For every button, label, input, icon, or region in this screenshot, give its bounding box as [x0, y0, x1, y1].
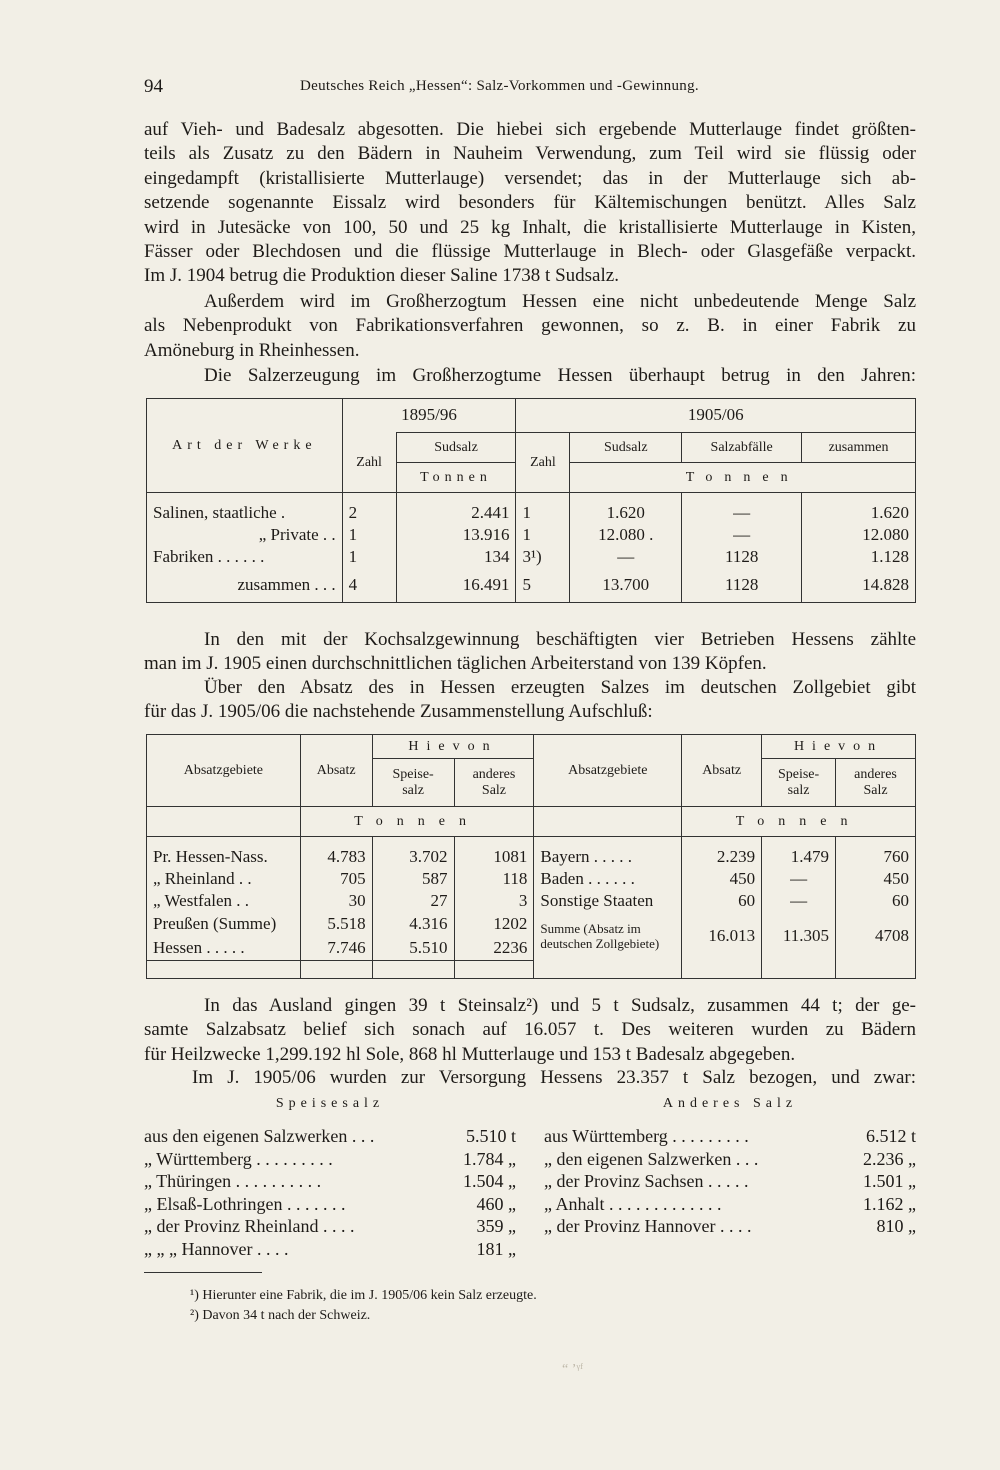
- table-row: „ Private . . 1 13.916 1 12.080 . — 12.080: [147, 525, 916, 547]
- list-item: „ Thüringen . . . . . . . . . . 1.504 „: [144, 1171, 516, 1191]
- header-zahl: Zahl: [516, 433, 570, 493]
- text-line: In das Ausland gingen 39 t Steinsalz²) und 5 t Sudsalz, zusammen 44 t; der ge-: [204, 995, 916, 1016]
- footnote-rule: [144, 1272, 262, 1273]
- list-item: „ Elsaß-Lothringen . . . . . . . 460 „: [144, 1193, 516, 1214]
- header-absatz: Absatz: [300, 735, 372, 807]
- text-line: als Nebenprodukt von Fabrikationsverfahren gewonnen, so z. B. in einer Fabrik zu: [144, 315, 916, 337]
- header-tonnen: Tonnen: [682, 807, 916, 837]
- text-line: setzende sogenannte Eissalz wird besonders für Kältemischungen benützt. Alles Salz: [144, 192, 916, 214]
- list-item: aus Württemberg . . . . . . . . . 6.512 t: [544, 1126, 916, 1146]
- text-line: teils als Zusatz zu den Bädern in Nauheim Verwendung, zum Teil wird sie flüssig oder: [144, 143, 916, 165]
- text-line: Im J. 1905/06 wurden zur Versorgung Hessens 23.357 t Salz bezogen, und zwar:: [192, 1067, 916, 1088]
- stray-ink-mark: “ ʼᵞᶠ: [562, 1362, 584, 1377]
- header-speisesalz: Speise- salz: [762, 759, 836, 807]
- header-salzabfaelle: Salzabfälle: [682, 433, 802, 463]
- table-row: Salinen, staatliche . 2 2.441 1 1.620 — 1.620: [147, 503, 916, 525]
- running-title: Deutsches Reich „Hessen“: Salz-Vorkommen und -Gewinnung.: [300, 78, 699, 94]
- list-item: „ den eigenen Salzwerken . . . 2.236 „: [544, 1148, 916, 1169]
- text-line: Amöneburg in Rheinhessen.: [144, 339, 360, 361]
- text-line: Die Salzerzeugung im Großherzogtume Hessen überhaupt betrug in den Jahren:: [204, 365, 916, 386]
- text-line: Außerdem wird im Großherzogtum Hessen eine nicht unbedeutende Menge Salz: [204, 291, 916, 312]
- paragraph-salt-production: [144, 118, 916, 289]
- table-row: „ Rheinland . . 705 587 118 Baden . . . . . . 450 — 450: [147, 869, 916, 891]
- header-absatzgebiete: Absatzgebiete: [147, 735, 301, 807]
- text-line: Über den Absatz des in Hessen erzeugten Salzes im deutschen Zollgebiet gibt: [204, 677, 916, 698]
- header-anderes-salz: anderes Salz: [836, 759, 916, 807]
- paragraph-by-products: [144, 290, 916, 363]
- production-table: [146, 398, 916, 603]
- anderes-salz-caption: Anderes Salz: [662, 1096, 798, 1111]
- sales-table: [146, 734, 916, 979]
- list-item: „ Württemberg . . . . . . . . . 1.784 „: [144, 1148, 516, 1169]
- text-line: auf Vieh- und Badesalz abgesotten. Die hiebei sich ergebende Mutterlauge findet größten-: [144, 119, 916, 140]
- paragraph-table2-intro: [144, 676, 916, 725]
- header-sudsalz: Sudsalz: [570, 433, 682, 463]
- header-absatzgebiete: Absatzgebiete: [534, 735, 682, 807]
- text-line: für Heilzwecke 1,299.192 hl Sole, 868 hl Mutterlauge und 153 t Badesalz abgegeben.: [144, 1043, 796, 1065]
- text-line: In den mit der Kochsalzgewinnung beschäftigten vier Betrieben Hessens zählte: [204, 629, 916, 650]
- paragraph-imports-intro: [144, 1066, 916, 1090]
- running-header: [144, 76, 916, 100]
- paragraph-table1-intro: [144, 364, 916, 388]
- footnote-1: ¹) Hierunter eine Fabrik, die im J. 1905/06 kein Salz erzeugte.: [190, 1288, 537, 1303]
- table-row: Pr. Hessen-Nass. 4.783 3.702 1081 Bayern . . . . . 2.239 1.479 760: [147, 847, 916, 869]
- header-zusammen: zusammen: [802, 433, 916, 463]
- speisesalz-caption: Speisesalz: [275, 1096, 385, 1111]
- header-anderes-salz: anderes Salz: [454, 759, 534, 807]
- list-item: „ „ „ Hannover . . . . 181 „: [144, 1238, 516, 1259]
- header-period-1895: 1895/96: [342, 399, 516, 433]
- text-line: eingedampft (kristallisierte Mutterlauge) versendet; das in der Mutterlauge sich ab-: [144, 167, 916, 189]
- paragraph-workers: [144, 628, 916, 677]
- header-tonnen: Tonnen: [396, 463, 516, 493]
- list-item: aus den eigenen Salzwerken . . . 5.510 t: [144, 1126, 516, 1146]
- table-row: Fabriken . . . . . . 1 134 3¹) — 1128 1.128: [147, 547, 916, 569]
- anderes-salz-list: [544, 1096, 916, 1239]
- table-row: „ Westfalen . . 30 27 3 Sonstige Staaten 60 — 60: [147, 891, 916, 913]
- table-row: Preußen (Summe) 5.518 4.316 1202 Summe (Absatz im deutschen Zollgebiete) 16.013 11.305 4708: [147, 913, 916, 937]
- text-line: für das J. 1905/06 die nachstehende Zusammenstellung Aufschluß:: [144, 701, 653, 723]
- page-number: 94: [144, 76, 163, 97]
- text-line: samte Salzabsatz belief sich sonach auf 16.057 t. Des weiteren wurden zu Bädern: [144, 1019, 916, 1041]
- list-item: „ der Provinz Rheinland . . . . 359 „: [144, 1216, 516, 1236]
- paragraph-export: [144, 994, 916, 1067]
- text-line: Im J. 1904 betrug die Produktion dieser Saline 1738 t Sudsalz.: [144, 265, 619, 287]
- table-row: Hessen . . . . . 7.746 5.510 2236: [147, 937, 916, 961]
- text-line: man im J. 1905 einen durchschnittlichen täglichen Arbeiterstand von 139 Köpfen.: [144, 653, 767, 675]
- header-art-der-werke: Art der Werke: [147, 399, 343, 493]
- header-zahl: Zahl: [342, 433, 396, 493]
- list-item: „ der Provinz Sachsen . . . . . 1.501 „: [544, 1171, 916, 1191]
- speisesalz-list: [144, 1096, 516, 1261]
- header-absatz: Absatz: [682, 735, 762, 807]
- header-sudsalz: Sudsalz: [396, 433, 516, 463]
- import-lists: [144, 1096, 916, 1259]
- list-item: „ Anhalt . . . . . . . . . . . . . 1.162 „: [544, 1193, 916, 1214]
- header-tonnen: Tonnen: [570, 463, 916, 493]
- text-line: wird in Jutesäcke von 100, 50 und 25 kg Inhalt, die kristallisierte Mutterlauge in Kisten,: [144, 216, 916, 238]
- table-total-row: zusammen . . . 4 16.491 5 13.700 1128 14.828: [147, 569, 916, 603]
- header-hievon: Hievon: [762, 735, 916, 759]
- header-period-1905: 1905/06: [516, 399, 916, 433]
- header-speisesalz: Speise- salz: [372, 759, 454, 807]
- footnote-2: ²) Davon 34 t nach der Schweiz.: [190, 1308, 371, 1323]
- header-tonnen: Tonnen: [300, 807, 534, 837]
- header-hievon: Hievon: [372, 735, 534, 759]
- list-item: „ der Provinz Hannover . . . . 810 „: [544, 1216, 916, 1236]
- text-line: Fässer oder Blechdosen und die flüssige Mutterlauge in Blech- oder Glasgefäße verpackt.: [144, 241, 916, 263]
